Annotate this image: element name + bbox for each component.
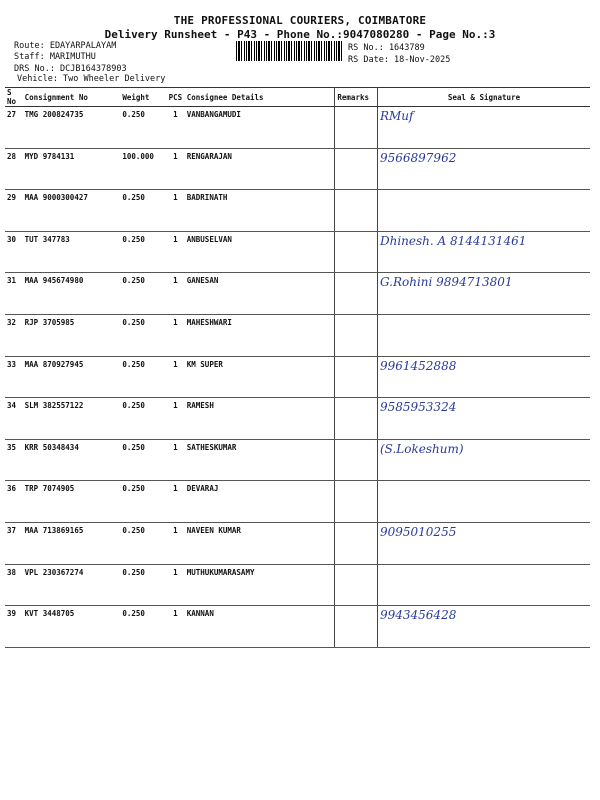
table-row <box>5 564 590 606</box>
weight-cell: 0.250 <box>120 606 166 648</box>
pcs-cell: 1 <box>166 398 185 440</box>
remarks-cell <box>335 564 378 606</box>
table-row <box>5 439 590 481</box>
remarks-cell <box>335 107 378 149</box>
barcode-image <box>236 41 344 61</box>
sno-cell: 34 <box>5 398 23 440</box>
pcs-cell: 1 <box>166 356 185 398</box>
handwritten-signature: 9585953324 <box>379 400 457 415</box>
sno-cell: 32 <box>5 314 23 356</box>
col-remarks: Remarks <box>335 88 378 107</box>
consignment-cell: MAA 945674980 <box>23 273 121 315</box>
details-cell: NAVEEN KUMAR <box>185 522 335 564</box>
remarks-cell <box>335 398 378 440</box>
pcs-cell: 1 <box>166 148 185 190</box>
pcs-cell: 1 <box>166 190 185 232</box>
pcs-cell: 1 <box>166 439 185 481</box>
table-row <box>5 606 590 648</box>
details-cell: DEVARAJ <box>185 481 335 523</box>
runsheet-table <box>5 87 590 648</box>
table-row <box>5 273 590 315</box>
signature-cell <box>377 522 590 564</box>
table-row <box>5 522 590 564</box>
signature-cell <box>377 148 590 190</box>
pcs-cell: 1 <box>166 481 185 523</box>
runsheet-subtitle: Delivery Runsheet - P43 - Phone No.:9047080280 - Page No.:3 <box>104 28 496 41</box>
pcs-cell: 1 <box>166 564 185 606</box>
handwritten-signature: G.Rohini 9894713801 <box>379 275 513 290</box>
table-row <box>5 356 590 398</box>
signature-cell <box>377 481 590 523</box>
details-cell: RAMESH <box>185 398 335 440</box>
remarks-cell <box>335 231 378 273</box>
remarks-cell <box>335 190 378 232</box>
remarks-cell <box>335 148 378 190</box>
weight-cell: 0.250 <box>120 522 166 564</box>
vehicle-label: Vehicle: Two Wheeler Delivery <box>17 74 166 84</box>
weight-cell: 0.250 <box>120 481 166 523</box>
weight-cell: 0.250 <box>120 439 166 481</box>
rs-number: RS No.: 1643789 <box>348 43 425 53</box>
sno-cell: 33 <box>5 356 23 398</box>
pcs-cell: 1 <box>166 522 185 564</box>
sno-cell: 35 <box>5 439 23 481</box>
signature-cell <box>377 356 590 398</box>
col-weight: Weight <box>120 88 166 107</box>
col-consignment: Consignment No <box>23 88 121 107</box>
details-cell: SATHESKUMAR <box>185 439 335 481</box>
signature-cell <box>377 107 590 149</box>
signature-cell <box>377 231 590 273</box>
weight-cell: 0.250 <box>120 231 166 273</box>
sno-cell: 39 <box>5 606 23 648</box>
handwritten-signature: 9943456428 <box>379 608 457 623</box>
consignment-cell: TRP 7074905 <box>23 481 121 523</box>
table-row <box>5 190 590 232</box>
consignment-cell: MAA 9000300427 <box>23 190 121 232</box>
sno-cell: 31 <box>5 273 23 315</box>
signature-cell <box>377 564 590 606</box>
consignment-cell: VPL 230367274 <box>23 564 121 606</box>
details-cell: BADRINATH <box>185 190 335 232</box>
staff-label: Staff: MARIMUTHU <box>14 52 96 62</box>
details-cell: KANNAN <box>185 606 335 648</box>
consignment-cell: RJP 3705985 <box>23 314 121 356</box>
weight-cell: 0.250 <box>120 398 166 440</box>
sno-cell: 38 <box>5 564 23 606</box>
table-row <box>5 107 590 149</box>
consignment-cell: TUT 347783 <box>23 231 121 273</box>
table-row <box>5 481 590 523</box>
handwritten-signature: 9566897962 <box>379 150 457 165</box>
consignment-cell: SLM 382557122 <box>23 398 121 440</box>
signature-cell <box>377 273 590 315</box>
remarks-cell <box>335 522 378 564</box>
sno-cell: 36 <box>5 481 23 523</box>
details-cell: KM SUPER <box>185 356 335 398</box>
table-row <box>5 398 590 440</box>
col-signature: Seal & Signature <box>377 88 590 107</box>
weight-cell: 0.250 <box>120 314 166 356</box>
drs-number: DRS No.: DCJB164378903 <box>14 64 127 74</box>
consignment-cell: MYD 9784131 <box>23 148 121 190</box>
sno-cell: 29 <box>5 190 23 232</box>
remarks-cell <box>335 481 378 523</box>
remarks-cell <box>335 439 378 481</box>
col-pcs: PCS <box>166 88 185 107</box>
details-cell: GANESAN <box>185 273 335 315</box>
signature-cell <box>377 314 590 356</box>
col-sno: S No <box>5 88 23 107</box>
remarks-cell <box>335 314 378 356</box>
details-cell: MAHESHWARI <box>185 314 335 356</box>
handwritten-signature: Dhinesh. A 8144131461 <box>379 233 527 248</box>
weight-cell: 0.250 <box>120 356 166 398</box>
consignment-cell: TMG 200824735 <box>23 107 121 149</box>
remarks-cell <box>335 606 378 648</box>
weight-cell: 0.250 <box>120 107 166 149</box>
signature-cell <box>377 398 590 440</box>
signature-cell <box>377 190 590 232</box>
details-cell: MUTHUKUMARASAMY <box>185 564 335 606</box>
consignment-cell: MAA 870927945 <box>23 356 121 398</box>
table-row <box>5 231 590 273</box>
weight-cell: 0.250 <box>120 190 166 232</box>
consignment-cell: KVT 3448705 <box>23 606 121 648</box>
page-title: THE PROFESSIONAL COURIERS, COIMBATORE <box>173 14 427 27</box>
consignment-cell: KRR 50348434 <box>23 439 121 481</box>
sno-cell: 28 <box>5 148 23 190</box>
handwritten-signature: 9961452888 <box>379 358 457 373</box>
table-row <box>5 148 590 190</box>
sno-cell: 27 <box>5 107 23 149</box>
pcs-cell: 1 <box>166 314 185 356</box>
pcs-cell: 1 <box>166 606 185 648</box>
signature-cell <box>377 606 590 648</box>
rs-date: RS Date: 18-Nov-2025 <box>348 55 451 65</box>
pcs-cell: 1 <box>166 273 185 315</box>
details-cell: RENGARAJAN <box>185 148 335 190</box>
weight-cell: 0.250 <box>120 273 166 315</box>
weight-cell: 0.250 <box>120 564 166 606</box>
handwritten-signature: (S.Lokeshum) <box>379 441 464 456</box>
table-row <box>5 314 590 356</box>
route-label: Route: EDAYARPALAYAM <box>14 41 117 51</box>
col-details: Consignee Details <box>185 88 335 107</box>
sno-cell: 37 <box>5 522 23 564</box>
remarks-cell <box>335 356 378 398</box>
handwritten-signature: 9095010255 <box>379 524 457 539</box>
handwritten-signature: RMuf <box>379 109 414 123</box>
pcs-cell: 1 <box>166 107 185 149</box>
weight-cell: 100.000 <box>120 148 166 190</box>
table-header-row <box>5 88 590 107</box>
details-cell: VANBANGAMUDI <box>185 107 335 149</box>
details-cell: ANBUSELVAN <box>185 231 335 273</box>
signature-cell <box>377 439 590 481</box>
consignment-cell: MAA 713869165 <box>23 522 121 564</box>
pcs-cell: 1 <box>166 231 185 273</box>
sno-cell: 30 <box>5 231 23 273</box>
remarks-cell <box>335 273 378 315</box>
